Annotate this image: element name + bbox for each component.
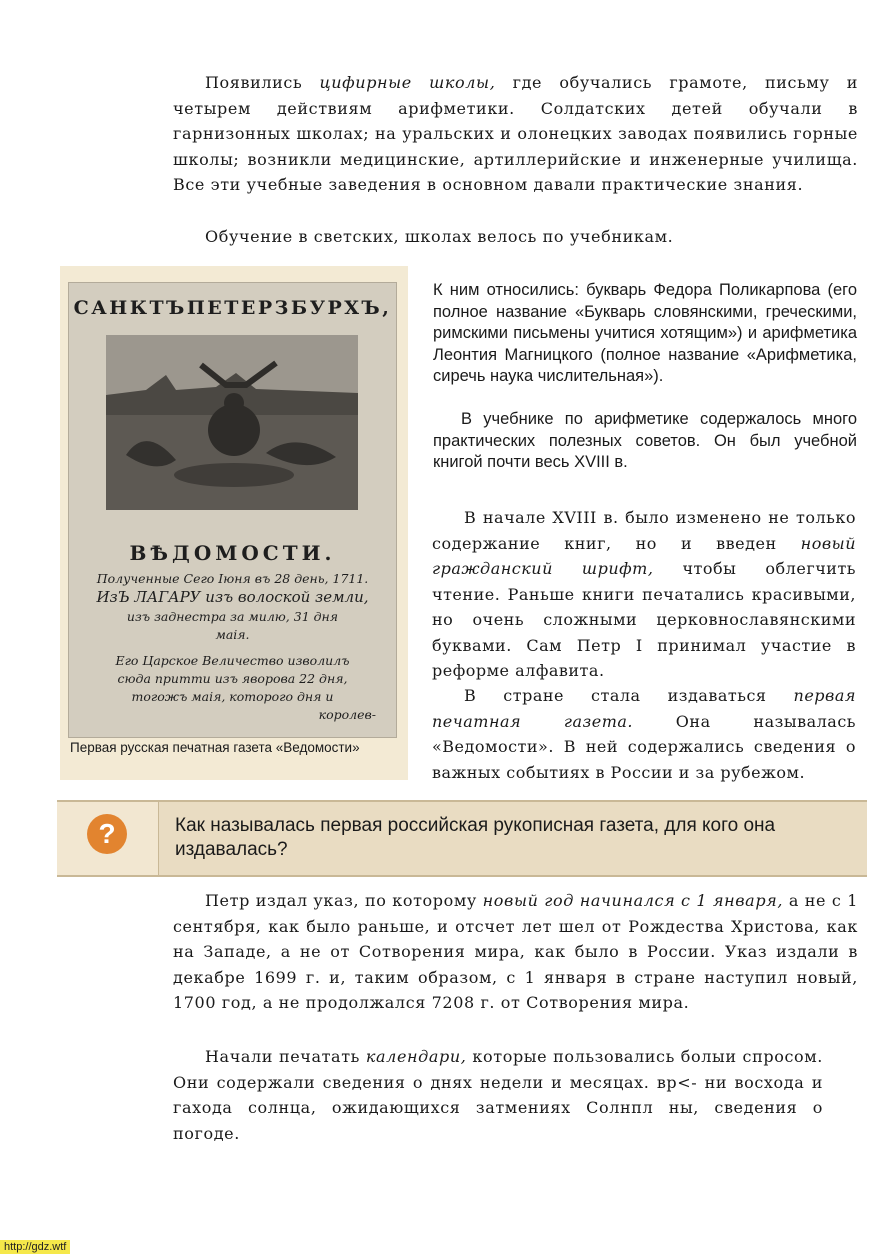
paragraph-calendars: Начали печатать календари, которые пользовались болыи спросом. Они содержали сведения о днях недели и месяцах. вр<- ни восхода и гахода солнца, ожидающихся затмениях Солнпл ны, сведения о погоде. [173, 1047, 823, 1143]
emphasis-first-newspaper: первая печатная газета. [432, 686, 856, 731]
paragraph-primers: К ним относились: букварь Федора Поликарпова (его полное название «Букварь словянскими, греческими, римскими письмены учитися хотящим») и арифметика Леонтия Магницкого (полное название «Арифметика, сиречь наука числительная»). [433, 281, 857, 385]
question-box [57, 800, 867, 877]
paragraph-arithmetic: В учебнике по арифметике содержалось много практических полезных советов. Он был учебной книгой почти весь XVIII в. [433, 410, 857, 471]
gazette-line: маія. [215, 627, 250, 642]
paragraph-civil-font: В начале XVIII в. было изменено не только содержание книг, но и введен новый гражданский шрифт, чтобы облегчить чтение. Раньше книги печатались красивыми, но очень сложными церковнославянскими буквами. Сам Петр I принимал участие в реформе алфавита. [432, 508, 857, 680]
question-text: Как называлась первая российская рукописная газета, для кого она издавалась? [175, 815, 776, 860]
question-icon-cell [57, 802, 159, 875]
emphasis-tsifirnye-shkoly: цифирные школы, [319, 73, 496, 92]
emphasis-new-year: новый год начинался с 1 января, [482, 891, 784, 910]
emphasis-calendars: календари, [365, 1047, 467, 1066]
gazette-line: тогожъ маія, которого дня и [131, 689, 334, 704]
gazette-line: королев- [318, 707, 376, 722]
paragraph-schools: Появились цифирные школы, где обучались грамоте, письму и четырем действиям арифметики. Солдатских детей обучали в гарнизонных школах; на уральских и олонецких заводах появились горные школы; возникли медицинские, артиллерийские и инженерные училища. Все эти учебные заведения в основном давали практические знания. [173, 73, 858, 194]
question-mark-icon: ? [87, 814, 127, 854]
gazette-city-title: САНКТЪПЕТЕРЗБУРХЪ, [73, 297, 392, 319]
gazette-line: Полученные Сего Іюня въ 28 день, 1711. [96, 571, 369, 586]
paragraph-new-year-decree: Петр издал указ, по которому новый год начинался с 1 января, а не с 1 сентября, как было раньше, и отсчет лет шел от Рождества Христова, как на Западе, а не от Сотворения мира, как было в России. Указ издали в декабре 1699 г. и, таким образом, с 1 января в стране наступил новый, 1700 год, а не продолжался 7208 г. от Сотворения мира. [173, 891, 858, 1012]
gazette-engraving [106, 335, 358, 510]
emphasis-civil-font: новый гражданский шрифт, [432, 533, 856, 578]
gazette-line: изъ заднестра за милю, 31 дня [126, 609, 339, 624]
gazette-name: ВѢДОМОСТИ. [129, 541, 336, 565]
vedomosti-gazette-image [68, 282, 397, 738]
paragraph-textbooks-intro: Обучение в светских, школах велось по учебникам. [205, 227, 674, 246]
figure-caption: Первая русская печатная газета «Ведомости» [70, 740, 360, 755]
gazette-line: сюда притти изъ яворова 22 дня, [117, 671, 348, 686]
paragraph-first-newspaper: В стране стала издаваться первая печатная газета. Она называлась «Ведомости». В ней содержались сведения о важных событиях в России и за рубежом. [432, 686, 856, 782]
watermark-link[interactable]: http://gdz.wtf [0, 1240, 70, 1254]
gazette-line: Его Царское Величество изволилъ [115, 653, 350, 668]
gazette-line: ИзЪ ЛАГАРУ изъ волоской земли, [96, 588, 369, 606]
